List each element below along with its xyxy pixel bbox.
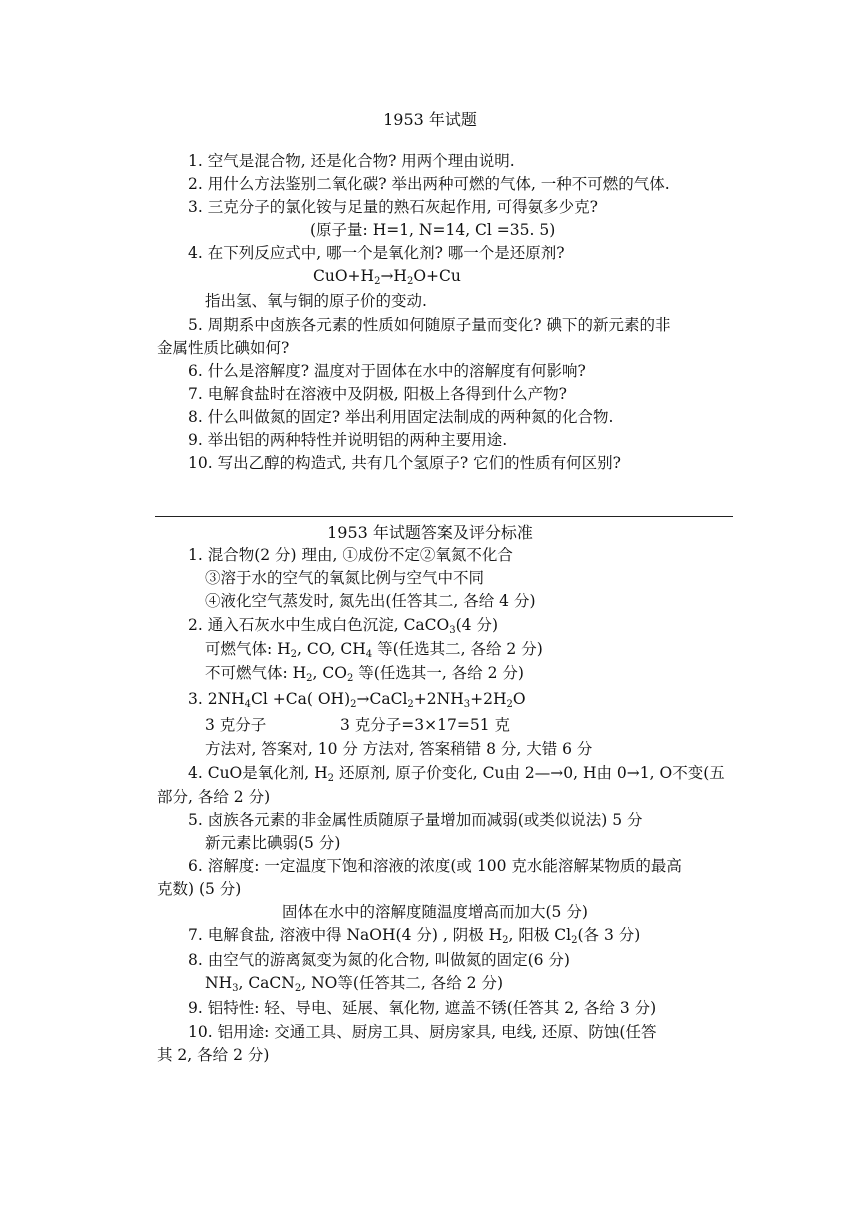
answer-2-line-1: 2. 通入石灰水中生成白色沉淀, CaCO$_3$(4 分) bbox=[188, 616, 499, 636]
question-4-equation: $CuO+H_2\to H_2O+Cu$ bbox=[313, 267, 461, 287]
answer-3-moles-right: 3 克分子=3×17=51 克 bbox=[340, 716, 510, 734]
answer-5-line-2: 新元素比碘弱(5 分) bbox=[205, 834, 341, 852]
question-3-atomic-weights: (原子量: H=1, N=14, Cl =35. 5) bbox=[310, 221, 556, 239]
answer-2-line-2: 可燃气体: $H_2$, CO, $CH_4$ 等(任选其二, 各给 2 分) bbox=[205, 640, 543, 660]
question-10: 10. 写出乙醇的构造式, 共有几个氢原子? 它们的性质有何区别? bbox=[188, 454, 621, 472]
answer-5-line-1: 5. 卤族各元素的非金属性质随原子量增加而减弱(或类似说法) 5 分 bbox=[188, 811, 643, 829]
question-4: 4. 在下列反应式中, 哪一个是氧化剂? 哪一个是还原剂? bbox=[188, 244, 565, 262]
answer-3-scoring: 方法对, 答案对, 10 分 方法对, 答案稍错 8 分, 大错 6 分 bbox=[205, 740, 593, 758]
answer-6-line-2: 克数) (5 分) bbox=[157, 880, 242, 898]
answer-1-line-3: ④液化空气蒸发时, 氮先出(任答其二, 各给 4 分) bbox=[205, 592, 536, 610]
section-divider bbox=[155, 516, 733, 517]
answer-1-line-2: ③溶于水的空气的氧氮比例与空气中不同 bbox=[205, 569, 485, 587]
answer-4-line-1: 4. CuO是氧化剂, $H_2$ 还原剂, 原子价变化, Cu由 2—→0, H由 0→1, O不变(五 bbox=[188, 764, 725, 784]
answer-10-line-1: 10. 铝用途: 交通工具、厨房工具、厨房家具, 电线, 还原、防蚀(任答 bbox=[188, 1023, 657, 1041]
question-9: 9. 举出铝的两种特性并说明铝的两种主要用途. bbox=[188, 431, 508, 449]
answer-1-line-1: 1. 混合物(2 分) 理由, ①成份不定②氧氮不化合 bbox=[188, 546, 513, 564]
question-4-note: 指出氢、氧与铜的原子价的变动. bbox=[205, 292, 427, 310]
answer-9: 9. 铝特性: 轻、导电、延展、氧化物, 遮盖不锈(任答其 2, 各给 3 分) bbox=[188, 999, 657, 1017]
answer-8-line-2: $NH_3$, CaCN$_2$, NO等(任答其二, 各给 2 分) bbox=[205, 974, 504, 994]
answer-4-line-2: 部分, 各给 2 分) bbox=[157, 788, 271, 806]
question-8: 8. 什么叫做氮的固定? 举出利用固定法制成的两种氮的化合物. bbox=[188, 408, 614, 426]
answer-6-line-3: 固体在水中的溶解度随温度增高而加大(5 分) bbox=[282, 903, 588, 921]
answer-3-equation: 3. $2NH_4Cl +Ca$( $OH)_2\to CaCl_2+2NH_3+2H_2O$ bbox=[188, 690, 526, 710]
question-3: 3. 三克分子的氯化铵与足量的熟石灰起作用, 可得氨多少克? bbox=[188, 198, 598, 216]
answer-2-line-3: 不可燃气体: $H_2$, $CO_2$ 等(任选其一, 各给 2 分) bbox=[205, 664, 524, 684]
question-6: 6. 什么是溶解度? 温度对于固体在水中的溶解度有何影响? bbox=[188, 362, 586, 380]
answers-title: 1953 年试题答案及评分标准 bbox=[327, 523, 533, 542]
question-5-line-1: 5. 周期系中卤族各元素的性质如何随原子量而变化? 碘下的新元素的非 bbox=[188, 316, 671, 334]
answer-10-line-2: 其 2, 各给 2 分) bbox=[157, 1046, 270, 1064]
exam-title: 1953 年试题 bbox=[383, 110, 477, 129]
answer-6-line-1: 6. 溶解度: 一定温度下饱和溶液的浓度(或 100 克水能溶解某物质的最高 bbox=[188, 857, 682, 875]
answer-3-moles-left: 3 克分子 bbox=[205, 716, 267, 734]
answer-8-line-1: 8. 由空气的游离氮变为氮的化合物, 叫做氮的固定(6 分) bbox=[188, 951, 570, 969]
question-7: 7. 电解食盐时在溶液中及阴极, 阳极上各得到什么产物? bbox=[188, 385, 567, 403]
question-5-line-2: 金属性质比碘如何? bbox=[157, 339, 290, 357]
answer-7: 7. 电解食盐, 溶液中得 NaOH(4 分) , 阴极 $H_2$, 阳极 $Cl_2$(各 3 分) bbox=[188, 926, 641, 946]
question-1: 1. 空气是混合物, 还是化合物? 用两个理由说明. bbox=[188, 152, 515, 170]
question-2: 2. 用什么方法鉴别二氧化碳? 举出两种可燃的气体, 一种不可燃的气体. bbox=[188, 175, 670, 193]
